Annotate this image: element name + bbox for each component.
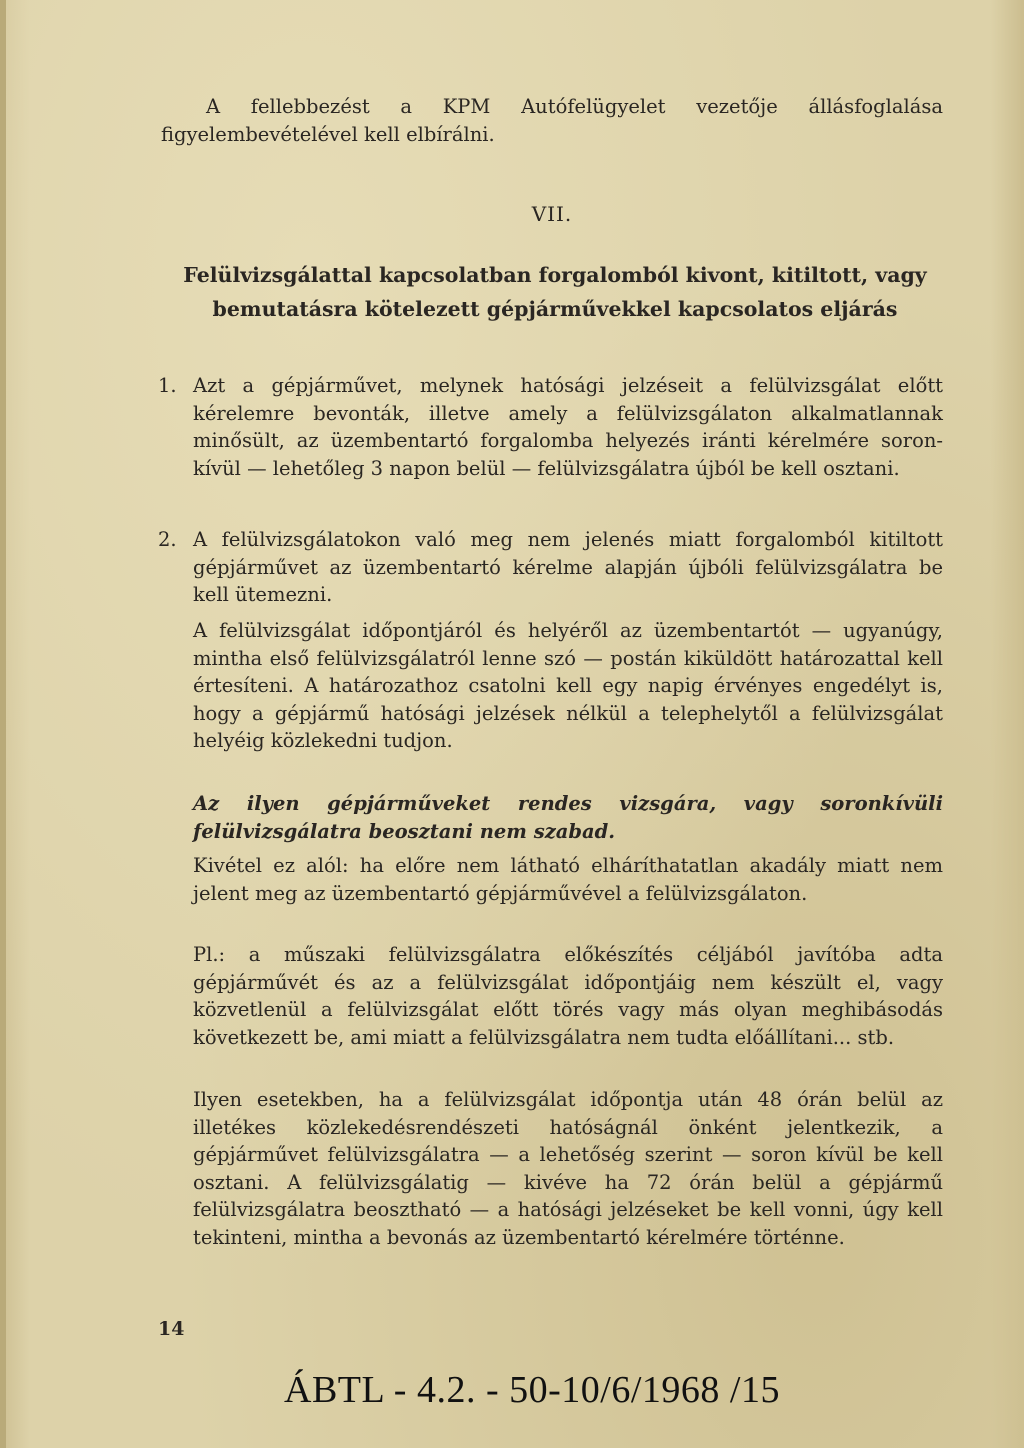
page-number: 14	[158, 1318, 185, 1340]
chapter-number: VII.	[531, 202, 573, 226]
item-number-1: 1.	[158, 374, 177, 397]
item-text-2: A felülvizsgálatokon való meg nem jelenés miatt forgalomból kitiltott gépjárművet az üzembentartó kérelme alapján újbóli felülvizsgálatra be kell ütemezni.	[193, 528, 943, 606]
cases-paragraph: Ilyen esetekben, ha a felülvizsgálat időpontja után 48 órán belül az illetékes közlekedésrendészeti hatóságnál önként jelentkezik, a gépjárművet felülvizsgálatra — a lehetőség szerint — soron kívül be kell osztani. A felülvizsgálatig — kivéve ha 72 órán belül a gépjármű felülvizsgálatra beosztható — a hatósági jelzéseket be kell vonni, úgy kell tekinteni, mintha a bevonás az üzembentartó kérelmére történne.	[193, 1088, 943, 1249]
section-heading: Felülvizsgálattal kapcsolatban forgalomból kivont, kitiltott, vagy bemutatásra kötelezett gépjárművekkel kapcsolatos eljárás	[183, 263, 927, 321]
intro-paragraph: A fellebbezést a KPM Autófelügyelet vezetője állásfoglalása figyelembevételével kell elbírálni.	[161, 95, 943, 146]
notify-paragraph: A felülvizsgálat időpontjáról és helyéről az üzembentartót — ugyanúgy, mintha első felülvizsgálatról lenne szó — postán kiküldött határozattal kell értesíteni. A határozathoz csatolni kell egy napig érvényes engedélyt is, hogy a gépjármű hatósági jelzések nélkül a telephelytől a felülvizsgálat helyéig közlekedni tudjon.	[193, 619, 943, 752]
archive-reference-stamp: ÁBTL - 4.2. - 50-10/6/1968 /15	[284, 1369, 780, 1411]
item-number-2: 2.	[158, 528, 177, 551]
exception-paragraph: Kivétel ez alól: ha előre nem látható elháríthatatlan akadály miatt nem jelent meg az üzembentartó gépjárművével a felülvizsgálaton.	[193, 854, 943, 905]
item-text-1: Azt a gépjárművet, melynek hatósági jelzéseit a felülvizsgálat előtt kérelemre bevonták, illetve amely a felülvizsgálaton alkalmatlannak minősült, az üzembentartó forgalomba helyezés iránti kérelmére soron-kívül — lehetőleg 3 napon belül — felülvizsgálatra újból be kell osztani.	[193, 374, 943, 480]
prohibition-paragraph: Az ilyen gépjárműveket rendes vizsgára, vagy soronkívüli felülvizsgálatra beosztani nem szabad.	[193, 792, 943, 843]
example-paragraph: Pl.: a műszaki felülvizsgálatra előkészítés céljából javítóba adta gépjárművét és az a felülvizsgálat időpontjáig nem készült el, vagy közvetlenül a felülvizsgálat előtt törés vagy más olyan meghibásodás következett be, ami miatt a felülvizsgálatra nem tudta előállítani... stb.	[193, 943, 943, 1049]
